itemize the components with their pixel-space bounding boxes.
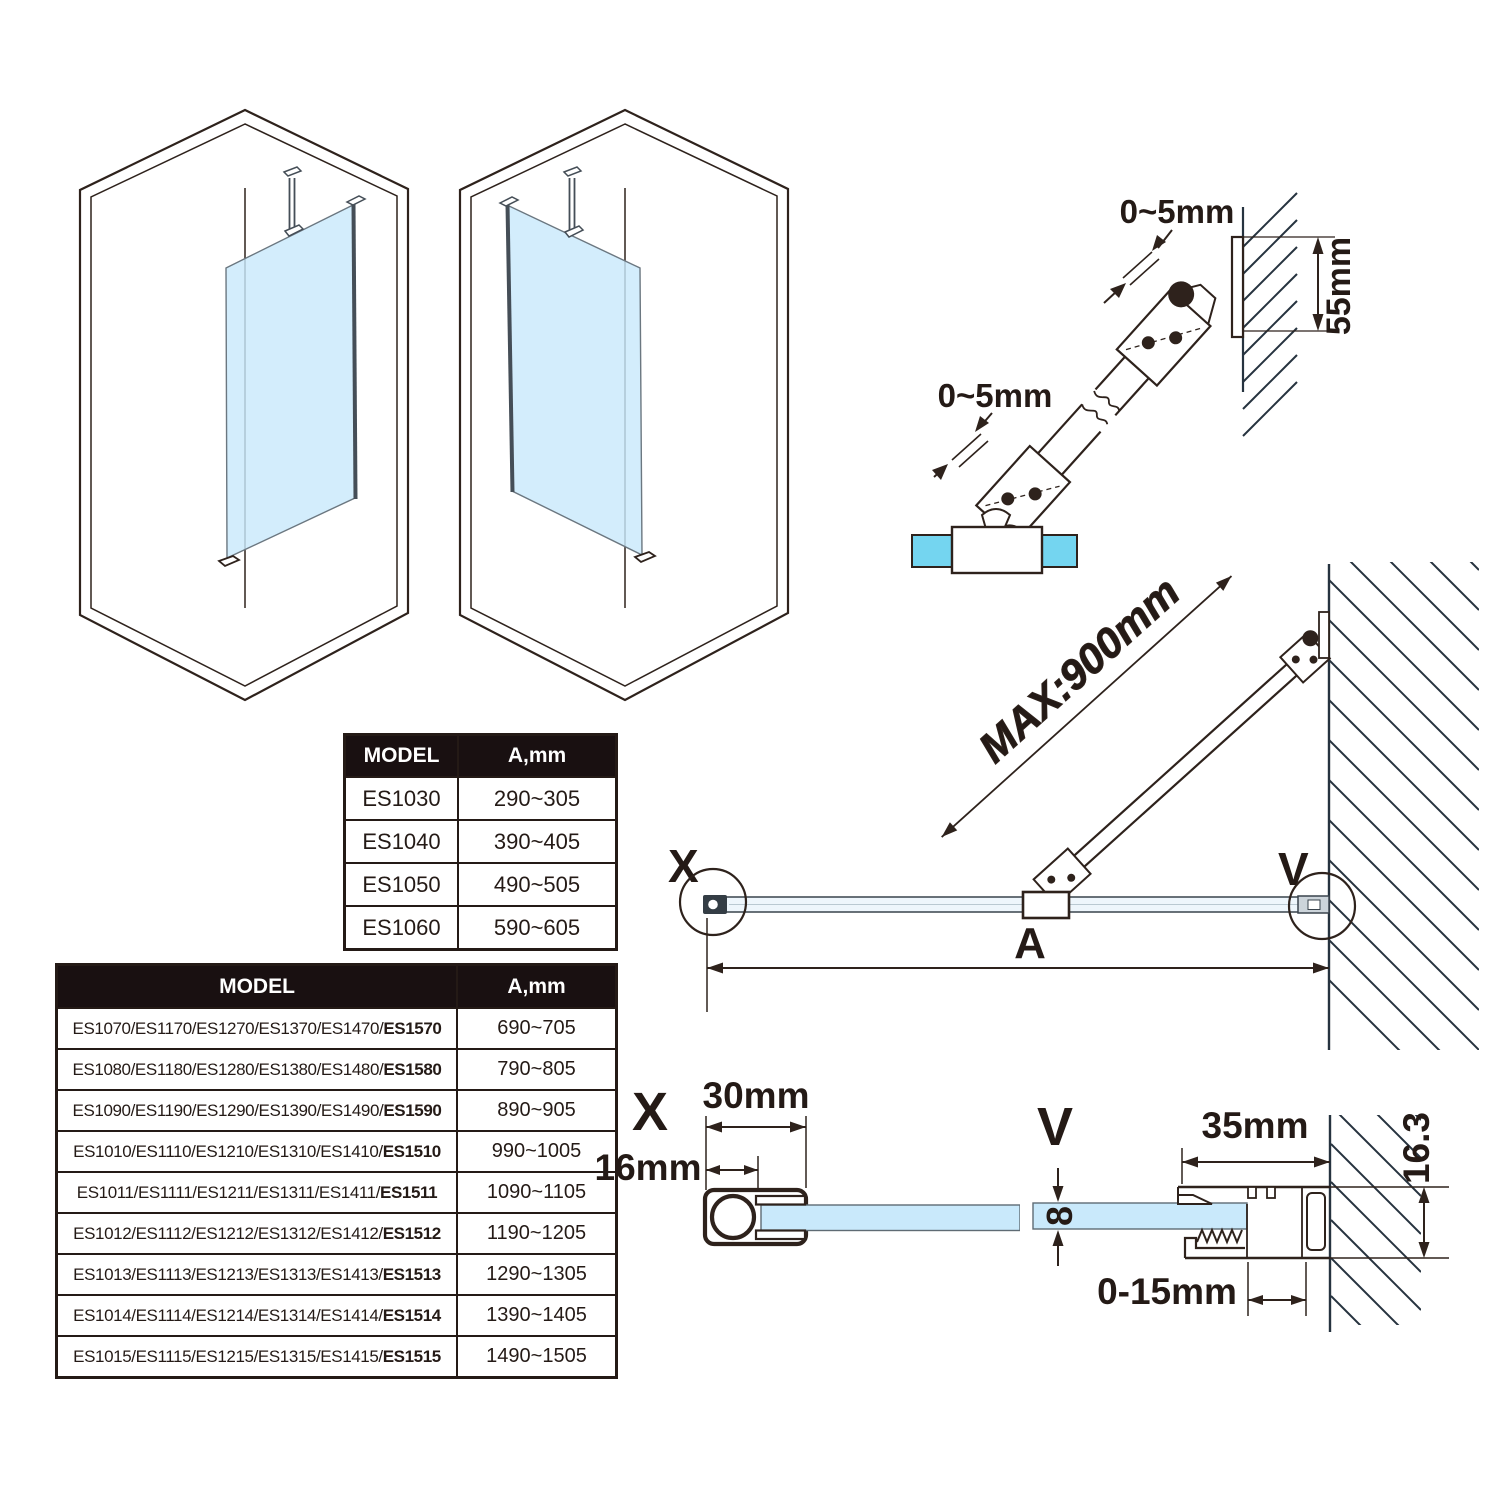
svg-text:8: 8 — [1039, 1205, 1080, 1227]
dimension-cell: 690~705 — [457, 1008, 617, 1049]
table-row — [345, 863, 617, 906]
floor-bracket — [219, 556, 239, 566]
section-x-detail — [590, 1068, 1020, 1270]
dimension-cell: 390~405 — [458, 820, 617, 863]
model-cell: ES1015/ES1115/ES1215/ES1315/ES1415/ES1515 — [57, 1336, 458, 1378]
size-table-small-table — [343, 733, 618, 951]
size-table-small — [343, 733, 618, 951]
support-bar-plan — [904, 550, 1339, 936]
bracket-detail-drawing — [890, 170, 1410, 605]
upper-clamp — [1115, 271, 1226, 386]
table-row — [57, 1172, 617, 1213]
dimension-cell: 1490~1505 — [457, 1336, 617, 1378]
table-row — [57, 1049, 617, 1090]
glass-panel — [500, 197, 642, 555]
size-table-large — [55, 963, 618, 1379]
wall-hatching — [1329, 550, 1479, 1060]
svg-text:0~5mm: 0~5mm — [1119, 193, 1235, 230]
model-cell: ES1012/ES1112/ES1212/ES1312/ES1412/ES1512 — [57, 1213, 458, 1254]
column-header-model: MODEL — [57, 965, 458, 1009]
table-row — [345, 777, 617, 820]
svg-text:16mm: 16mm — [594, 1147, 702, 1188]
model-cell: ES1060 — [345, 906, 459, 950]
dimension-cell: 890~905 — [457, 1090, 617, 1131]
svg-text:A: A — [1014, 919, 1046, 968]
tube-profile — [705, 1190, 1020, 1244]
center-clamp — [1023, 892, 1069, 918]
dimension-gap-top — [1104, 193, 1234, 303]
svg-text:0~5mm: 0~5mm — [937, 377, 1053, 414]
table-header-row — [345, 735, 617, 778]
dimension-0-15mm — [1097, 1262, 1306, 1316]
svg-text:35mm: 35mm — [1201, 1105, 1309, 1146]
isometric-view-left — [60, 93, 420, 718]
table-row — [57, 1213, 617, 1254]
section-v-title: V — [1037, 1097, 1074, 1157]
table-row — [345, 906, 617, 950]
section-v-detail — [1015, 1090, 1500, 1350]
model-cell: ES1013/ES1113/ES1213/ES1313/ES1413/ES1513 — [57, 1254, 458, 1295]
svg-text:MAX:900mm: MAX:900mm — [969, 567, 1189, 772]
model-cell: ES1010/ES1110/ES1210/ES1310/ES1410/ES1510 — [57, 1131, 458, 1172]
table-row — [57, 1295, 617, 1336]
table-header-row — [57, 965, 617, 1009]
plan-view-drawing — [650, 550, 1500, 1065]
callout-v — [1278, 843, 1355, 939]
ceiling-support-bar — [564, 167, 583, 237]
shower-room-drawing-1 — [60, 93, 420, 713]
dimension-cell: 1190~1205 — [457, 1213, 617, 1254]
dimension-a — [707, 918, 1329, 1012]
table-row — [57, 1254, 617, 1295]
section-x-svg — [590, 1068, 1020, 1265]
wall-profile — [354, 204, 356, 499]
dimension-cell: 490~505 — [458, 863, 617, 906]
model-cell: ES1050 — [345, 863, 459, 906]
ceiling-support-bar — [284, 167, 303, 236]
glass-panel — [226, 196, 365, 558]
plan-view-svg — [650, 550, 1500, 1060]
bracket-detail-svg — [890, 170, 1410, 600]
wall-mount-plate — [1232, 237, 1243, 337]
svg-text:55mm: 55mm — [1320, 236, 1358, 336]
svg-text:X: X — [668, 840, 699, 892]
section-x-title: X — [632, 1082, 669, 1142]
svg-text:0-15mm: 0-15mm — [1097, 1271, 1237, 1312]
size-table-large-table — [55, 963, 618, 1379]
dimension-cell: 290~305 — [458, 777, 617, 820]
dimension-cell: 1090~1105 — [457, 1172, 617, 1213]
table-row — [57, 1008, 617, 1049]
dimension-cell: 590~605 — [458, 906, 617, 950]
column-header-model: MODEL — [345, 735, 459, 778]
wall-plate — [1319, 612, 1329, 658]
model-cell: ES1080/ES1180/ES1280/ES1380/ES1480/ES1580 — [57, 1049, 458, 1090]
table-row — [57, 1336, 617, 1378]
dimension-35mm — [1182, 1105, 1330, 1184]
dimension-cell: 1390~1405 — [457, 1295, 617, 1336]
dimension-cell: 990~1005 — [457, 1131, 617, 1172]
svg-text:30mm: 30mm — [702, 1075, 810, 1116]
model-cell: ES1040 — [345, 820, 459, 863]
dimension-max-900 — [904, 550, 1235, 841]
model-cell: ES1070/ES1170/ES1270/ES1370/ES1470/ES1570 — [57, 1008, 458, 1049]
table-row — [345, 820, 617, 863]
table-row — [57, 1131, 617, 1172]
model-cell: ES1014/ES1114/ES1214/ES1314/ES1414/ES1514 — [57, 1295, 458, 1336]
svg-text:V: V — [1278, 843, 1309, 895]
wall-hatching — [1243, 193, 1297, 436]
section-v-svg — [1015, 1090, 1500, 1345]
spring-serration — [1197, 1230, 1242, 1242]
dimension-cell: 1290~1305 — [457, 1254, 617, 1295]
table-row — [57, 1090, 617, 1131]
model-cell: ES1011/ES1111/ES1211/ES1311/ES1411/ES1511 — [57, 1172, 458, 1213]
dimension-glass-8 — [1039, 1168, 1080, 1266]
glass-panel-plan — [703, 895, 1329, 914]
column-header-amm: A,mm — [457, 965, 617, 1009]
model-cell: ES1090/ES1190/ES1290/ES1390/ES1490/ES1590 — [57, 1090, 458, 1131]
dimension-cell: 790~805 — [457, 1049, 617, 1090]
model-cell: ES1030 — [345, 777, 459, 820]
glass-section — [761, 1205, 1020, 1231]
dimension-55mm — [1243, 237, 1358, 335]
svg-text:16.3: 16.3 — [1396, 1111, 1437, 1185]
column-header-amm: A,mm — [458, 735, 617, 778]
